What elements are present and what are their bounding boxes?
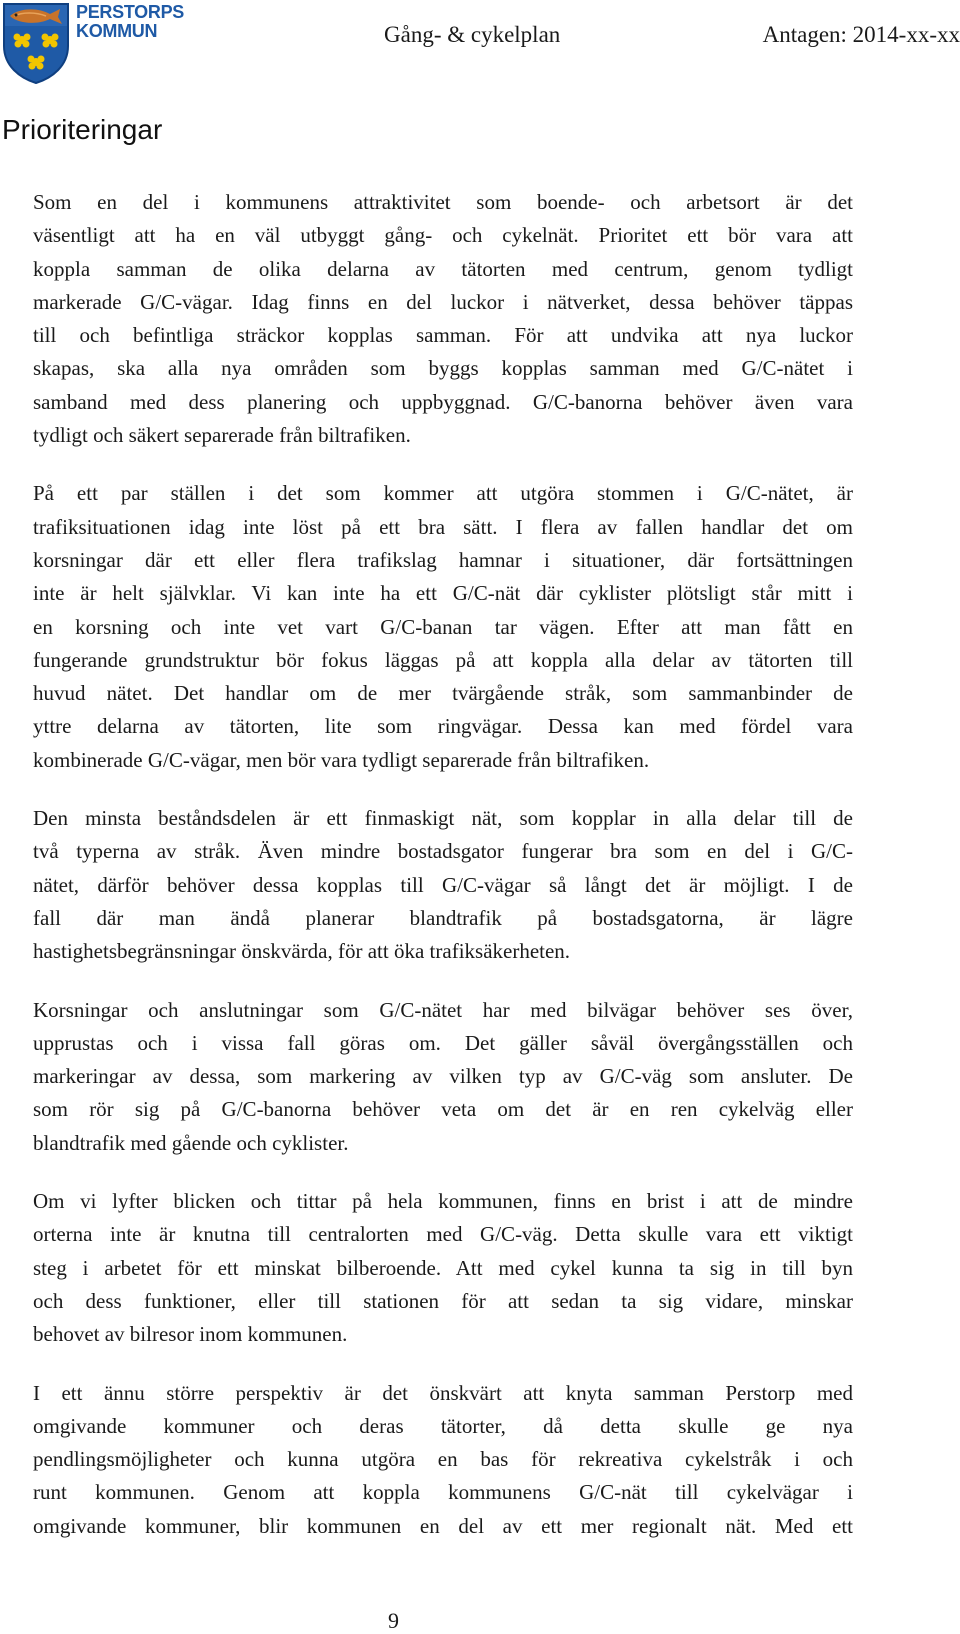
header-date: Antagen: 2014-xx-xx bbox=[762, 22, 960, 47]
text-line: väsentligt att ha en väl utbyggt gång- och cykelnät. Prioritet ett bör vara att bbox=[33, 223, 853, 248]
text-line: hastighetsbegränsningar önskvärda, för att öka trafiksäkerheten. bbox=[33, 939, 571, 964]
text-line: steg i arbetet för ett minskat bilberoende. Att med cykel kunna ta sig in till byn bbox=[33, 1255, 853, 1280]
page-header bbox=[0, 0, 960, 90]
text-line: upprustas och i vissa fall göras om. Det gäller såväl övergångsställen och bbox=[33, 1030, 853, 1055]
text-line: I ett ännu större perspektiv är det önskvärt att knyta samman Perstorp med bbox=[33, 1380, 853, 1405]
text-line: omgivande kommuner, blir kommunen en del av ett mer regionalt nät. Med ett bbox=[33, 1513, 853, 1538]
text-line: Korsningar och anslutningar som G/C-nätet har med bilvägar behöver ses över, bbox=[33, 997, 853, 1022]
text-line: kombinerade G/C-vägar, men bör vara tydligt separerade från biltrafiken. bbox=[33, 747, 650, 772]
paragraph bbox=[33, 994, 853, 1160]
text-line: blandtrafik med gående och cyklister. bbox=[33, 1130, 349, 1155]
text-line: skapas, ska alla nya områden som byggs kopplas samman med G/C-nätet i bbox=[33, 356, 853, 381]
text-line: korsningar där ett eller flera trafikslag hamnar i situationer, där fortsättningen bbox=[33, 547, 853, 572]
municipality-logo bbox=[0, 0, 184, 90]
text-line: markeringar av dessa, som markering av vilken typ av G/C-väg som ansluter. De bbox=[33, 1064, 853, 1089]
text-line: orterna inte är knutna till centralorten med G/C-väg. Detta skulle vara ett viktigt bbox=[33, 1222, 853, 1247]
text-line: På ett par ställen i det som kommer att utgöra stommen i G/C-nätet, är bbox=[33, 481, 853, 506]
text-line: tydligt och säkert separerade från biltrafiken. bbox=[33, 423, 411, 448]
logo-line-1: PERSTORPS bbox=[76, 2, 184, 22]
paragraph bbox=[33, 1185, 853, 1351]
text-line: fall där man ändå planerar blandtrafik på bostadsgatorna, är lägre bbox=[33, 905, 853, 930]
text-line: två typerna av stråk. Även mindre bostadsgator fungerar bra som en del i G/C- bbox=[33, 839, 853, 864]
section-heading: Prioriteringar bbox=[2, 114, 163, 145]
text-line: Om vi lyfter blicken och tittar på hela kommunen, finns en brist i att de mindre bbox=[33, 1189, 853, 1214]
text-line: huvud nätet. Det handlar om de mer tvärgående stråk, som sammanbinder de bbox=[33, 681, 853, 706]
text-line: yttre delarna av tätorten, lite som ringvägar. Dessa kan med fördel vara bbox=[33, 714, 853, 739]
text-line: till och befintliga sträckor kopplas samman. För att undvika att nya luckor bbox=[33, 323, 853, 348]
logo-wordmark bbox=[76, 3, 184, 41]
body-text bbox=[33, 186, 853, 1568]
text-line: pendlingsmöjligheter och kunna utgöra en bas för rekreativa cykelstråk i och bbox=[33, 1447, 853, 1472]
paragraph bbox=[33, 186, 853, 452]
text-line: trafiksituationen idag inte löst på ett bra sätt. I flera av fallen handlar det om bbox=[33, 514, 853, 539]
paragraph bbox=[33, 477, 853, 777]
text-line: samband med dess planering och uppbyggnad. G/C-banorna behöver även vara bbox=[33, 389, 853, 414]
text-line: fungerande grundstruktur bör fokus läggas på att koppla alla delar av tätorten till bbox=[33, 647, 853, 672]
text-line: omgivande kommuner och deras tätorter, då detta skulle ge nya bbox=[33, 1413, 853, 1438]
text-line: markerade G/C-vägar. Idag finns en del luckor i nätverket, dessa behöver täppas bbox=[33, 289, 853, 314]
text-line: Som en del i kommunens attraktivitet som boende- och arbetsort är det bbox=[33, 190, 853, 214]
logo-line-2: KOMMUN bbox=[76, 21, 158, 41]
perstorp-coat-of-arms-icon bbox=[0, 0, 72, 84]
text-line: som rör sig på G/C-banorna behöver veta om det är en ren cykelväg eller bbox=[33, 1097, 853, 1122]
text-line: behovet av bilresor inom kommunen. bbox=[33, 1322, 348, 1347]
paragraph bbox=[33, 802, 853, 968]
text-line: runt kommunen. Genom att koppla kommunens G/C-nät till cykelvägar i bbox=[33, 1480, 853, 1505]
text-line: och dess funktioner, eller till stationen för att sedan ta sig vidare, minskar bbox=[33, 1288, 853, 1313]
text-line: koppla samman de olika delarna av tätorten med centrum, genom tydligt bbox=[33, 256, 853, 281]
text-line: nätet, därför behöver dessa kopplas till G/C-vägar så långt det är möjligt. I de bbox=[33, 872, 853, 897]
page-number: 9 bbox=[388, 1608, 399, 1633]
paragraph bbox=[33, 1377, 853, 1543]
header-title: Gång- & cykelplan bbox=[384, 22, 561, 47]
text-line: inte är helt självklar. Vi kan inte ha ett G/C-nät där cyklister plötsligt står mitt i bbox=[33, 581, 853, 606]
text-line: Den minsta beståndsdelen är ett finmaskigt nät, som kopplar in alla delar till de bbox=[33, 806, 853, 831]
text-line: en korsning och inte vet vart G/C-banan tar vägen. Efter att man fått en bbox=[33, 614, 853, 639]
